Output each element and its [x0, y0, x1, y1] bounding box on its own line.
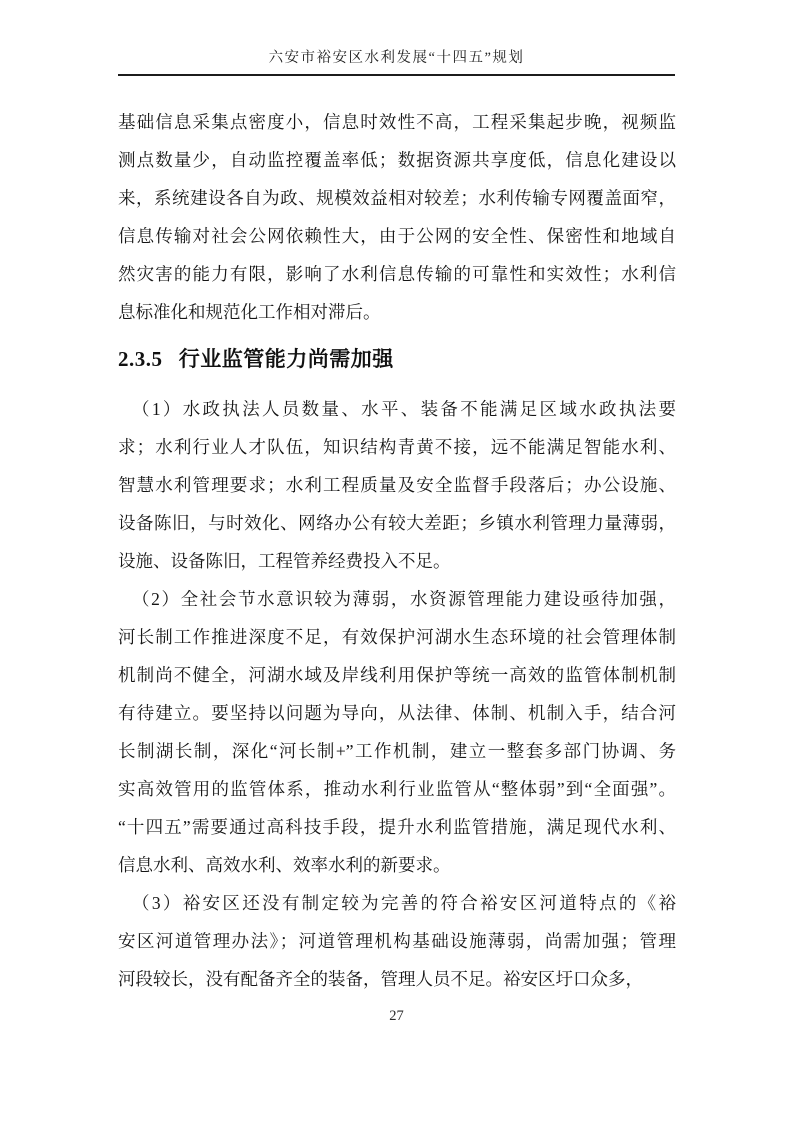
paragraph-1: [118, 390, 676, 580]
text-line: 设施、设备陈旧，工程管养经费投入不足。: [118, 551, 451, 571]
text-line: 求；水利行业人才队伍，知识结构青黄不接，远不能满足智能水利、: [118, 437, 676, 457]
text-line: 息标准化和规范化工作相对滞后。: [118, 302, 381, 322]
text-line: （1）水政执法人员数量、水平、装备不能满足区域水政执法要: [132, 399, 676, 419]
text-line: 机制尚不健全，河湖水域及岸线利用保护等统一高效的监管体制机制: [118, 665, 676, 685]
section-heading-title: 行业监管能力尚需加强: [178, 348, 394, 371]
section-heading-number: 2.3.5: [118, 347, 163, 371]
text-line: 信息传输对社会公网依赖性大，由于公网的安全性、保密性和地域自: [118, 226, 676, 246]
text-line: 测点数量少，自动监控覆盖率低；数据资源共享度低，信息化建设以: [118, 150, 676, 170]
text-line: 基础信息采集点密度小，信息时效性不高，工程采集起步晚，视频监: [118, 112, 676, 132]
document-content: [118, 0, 676, 998]
page-footer: [0, 1007, 793, 1025]
text-line: （2）全社会节水意识较为薄弱，水资源管理能力建设亟待加强，: [132, 589, 676, 609]
text-line: 河长制工作推进深度不足，有效保护河湖水生态环境的社会管理体制: [118, 627, 676, 647]
text-line: （3）裕安区还没有制定较为完善的符合裕安区河道特点的《裕: [132, 893, 676, 913]
page-header-title: 六安市裕安区水利发展“十四五”规划: [268, 50, 525, 66]
text-line: “十四五”需要通过高科技手段，提升水利监管措施，满足现代水利、: [118, 817, 676, 837]
text-line: 有待建立。要坚持以问题为导向，从法律、体制、机制入手，结合河: [118, 703, 676, 723]
page-number: 27: [389, 1008, 404, 1024]
text-line: 长制湖长制，深化“河长制+”工作机制，建立一整套多部门协调、务: [118, 741, 676, 761]
text-line: 河段较长，没有配备齐全的装备，管理人员不足。裕安区圩口众多，: [118, 969, 643, 989]
text-line: 设备陈旧，与时效化、网络办公有较大差距；乡镇水利管理力量薄弱，: [118, 513, 676, 533]
paragraph-3: [118, 884, 676, 998]
section-heading: [118, 344, 676, 374]
text-line: 来，系统建设各自为政、规模效益相对较差；水利传输专网覆盖面窄，: [118, 188, 676, 208]
text-line: 信息水利、高效水利、效率水利的新要求。: [118, 855, 451, 875]
text-line: 然灾害的能力有限，影响了水利信息传输的可靠性和实效性；水利信: [118, 264, 676, 284]
paragraph-2: [118, 580, 676, 884]
text-line: 安区河道管理办法》；河道管理机构基础设施薄弱，尚需加强；管理: [118, 931, 676, 951]
paragraph-intro: [118, 103, 676, 331]
text-line: 实高效管用的监管体系，推动水利行业监管从“整体弱”到“全面强”。: [118, 779, 676, 799]
text-line: 智慧水利管理要求；水利工程质量及安全监督手段落后；办公设施、: [118, 475, 676, 495]
